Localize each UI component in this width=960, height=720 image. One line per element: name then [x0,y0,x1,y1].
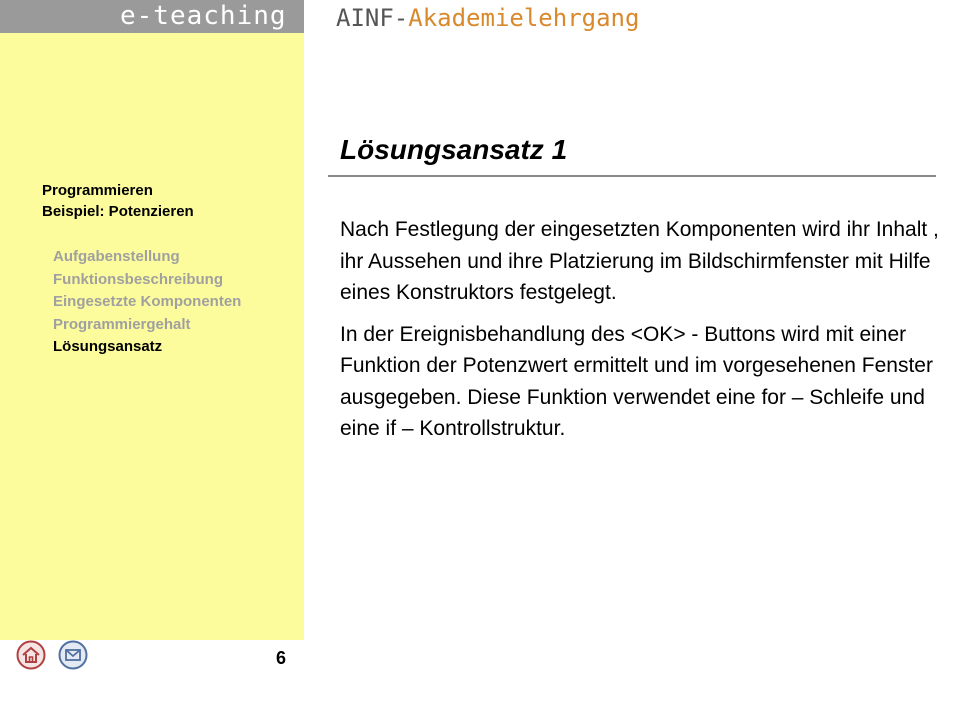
nav-sub [53,246,241,359]
slide-body [340,214,940,455]
nav-main-item-programmieren[interactable]: Programmieren [42,182,153,199]
brand-logo: e-teaching [120,1,287,31]
page-number: 6 [276,648,287,668]
course-title-prefix: AINF- [336,4,409,32]
mail-icon[interactable] [58,640,88,670]
title-divider [328,175,936,177]
nav-sub-item-loesungsansatz[interactable]: Lösungsansatz [53,338,163,355]
slide-title: Lösungsansatz 1 [340,134,568,165]
home-icon[interactable] [16,640,46,670]
nav-sub-item-aufgabenstellung[interactable]: Aufgabenstellung [53,248,180,265]
course-title [336,2,639,34]
nav-main-item-beispiel[interactable]: Beispiel: Potenzieren [42,203,194,220]
nav-sub-item-komponenten[interactable]: Eingesetzte Komponenten [53,293,242,310]
course-title-accent: Akademielehrgang [408,4,640,32]
header-band [0,0,304,33]
nav-sub-item-funktionsbeschreibung[interactable]: Funktionsbeschreibung [53,270,224,288]
paragraph-1: Nach Festlegung der eingesetzten Komponenten wird ihr Inhalt , ihr Aussehen und ihre Platzierung im Bildschirmfenster mit Hilfe eines Konstruktors festgelegt. [340,218,939,304]
nav-main [42,180,194,222]
paragraph-2: In der Ereignisbehandlung des <OK> - Buttons wird mit einer Funktion der Potenzwert ermittelt und im vorgesehenen Fenster ausgegeben. Diese Funktion verwendet eine for – Schleife und eine if – Kontrollstruktur. [340,322,933,440]
nav-sub-item-programmiergehalt[interactable]: Programmiergehalt [53,315,191,333]
